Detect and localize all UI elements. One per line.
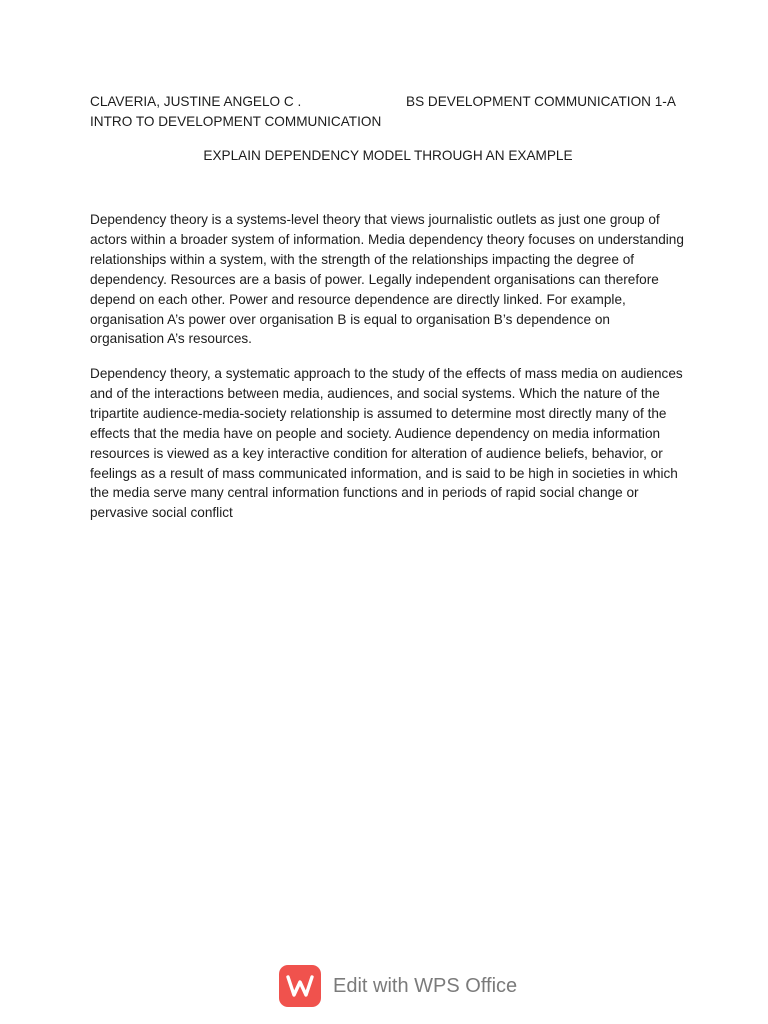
edit-with-wps-label[interactable]: Edit with WPS Office	[333, 974, 518, 997]
program-label: BS DEVELOPMENT COMMUNICATION 1-A	[406, 94, 676, 109]
wps-office-logo-icon	[279, 965, 321, 1007]
edit-with-wps-banner[interactable]	[279, 964, 517, 1008]
student-name: CLAVERIA, JUSTINE ANGELO C .	[90, 94, 302, 109]
course-label: INTRO TO DEVELOPMENT COMMUNICATION	[90, 114, 382, 129]
document-title: EXPLAIN DEPENDENCY MODEL THROUGH AN EXAMPLE	[203, 148, 573, 163]
paragraph: Dependency theory, a systematic approach to the study of the effects of mass media on audiences and of the interactions between media, audiences, and social systems. Which the nature of the tripartite audience-media-society relationship is assumed to determine most directly many of the effects that the media have on people and society. Audience dependency on media information resources is viewed as a key interactive condition for alteration of audience beliefs, behavior, or feelings as a result of mass communicated information, and is said to be high in societies in which the media serve many central information functions and in periods of rapid social change or pervasive social conflict	[90, 366, 683, 521]
paragraph: Dependency theory is a systems-level theory that views journalistic outlets as just one group of actors within a broader system of information. Media dependency theory focuses on understanding relationships within a system, with the strength of the relationships impacting the degree of dependency. Resources are a basis of power. Legally independent organisations can therefore depend on each other. Power and resource dependence are directly linked. For example, organisation A’s power over organisation B is equal to organisation B’s dependence on organisation A’s resources.	[90, 212, 684, 347]
